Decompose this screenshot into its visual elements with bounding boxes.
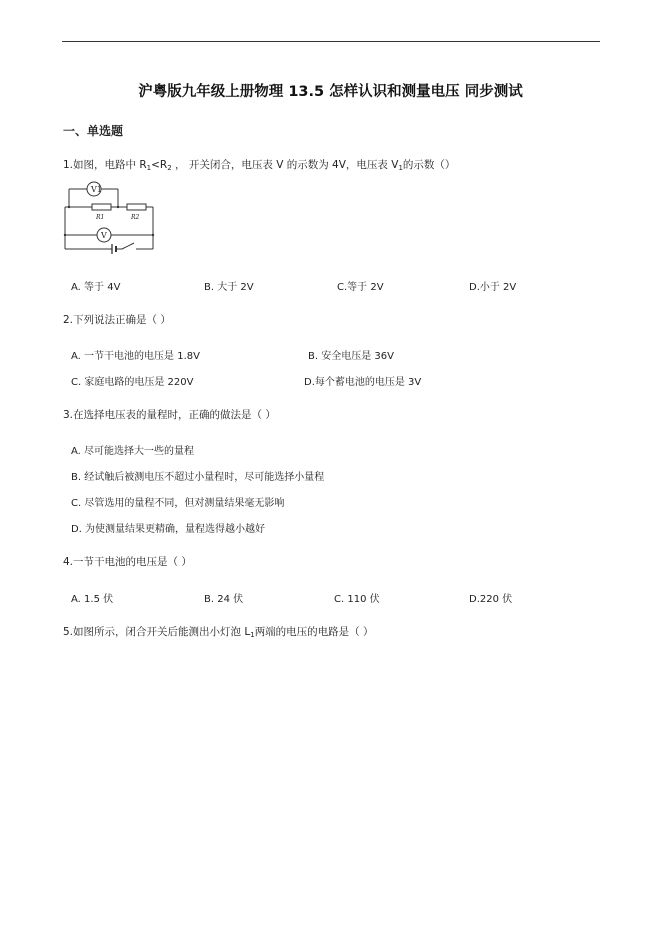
junction-node: [152, 234, 154, 236]
question-3: 3.在选择电压表的量程时，正确的做法是（ ）: [63, 409, 276, 421]
document-title: 沪粤版九年级上册物理 13.5 怎样认识和测量电压 同步测试: [138, 84, 523, 100]
q2-option-a[interactable]: A. 一节干电池的电压是 1.8V: [71, 351, 200, 362]
q3-option-d[interactable]: D. 为使测量结果更精确，量程选得越小越好: [71, 524, 266, 535]
junction-node: [68, 206, 70, 208]
q1-option-c[interactable]: C.等于 2V: [337, 282, 384, 293]
section-heading: 一、单选题: [63, 124, 124, 138]
q2-option-b[interactable]: B. 安全电压是 36V: [308, 351, 394, 362]
junction-node: [117, 206, 119, 208]
q3-option-b[interactable]: B. 经试触后被测电压不超过小量程时，尽可能选择小量程: [71, 472, 325, 483]
q1-option-d[interactable]: D.小于 2V: [469, 282, 517, 293]
q2-option-c[interactable]: C. 家庭电路的电压是 220V: [71, 377, 194, 388]
resistor-r1-label: R1: [96, 214, 105, 221]
q4-option-b[interactable]: B. 24 伏: [204, 594, 244, 605]
question-1: 1.如图，电路中 $R_1<R_2$ ， 开关闭合，电压表 V 的示数为 4V，电压表 $V_1$的示数（）: [63, 159, 456, 172]
q4-option-d[interactable]: D.220 伏: [469, 594, 513, 605]
resistor-r2-label: R2: [131, 214, 140, 221]
q3-option-c[interactable]: C. 尽管选用的量程不同，但对测量结果毫无影响: [71, 498, 285, 509]
header-rule: [62, 41, 600, 42]
q1-option-a[interactable]: A. 等于 4V: [71, 282, 121, 293]
voltmeter-v1-label: V1: [91, 185, 102, 194]
question-2: 2.下列说法正确是（ ）: [63, 314, 171, 326]
circuit-diagram: [62, 180, 157, 255]
junction-node: [64, 234, 66, 236]
voltmeter-v-label: V: [101, 231, 107, 240]
question-4: 4.一节干电池的电压是（ ）: [63, 556, 192, 568]
q3-option-a[interactable]: A. 尽可能选择大一些的量程: [71, 446, 195, 457]
q4-option-c[interactable]: C. 110 伏: [334, 594, 380, 605]
q1-option-b[interactable]: B. 大于 2V: [204, 282, 254, 293]
q4-option-a[interactable]: A. 1.5 伏: [71, 594, 114, 605]
q2-option-d[interactable]: D.每个蓄电池的电压是 3V: [304, 377, 422, 388]
question-5: 5.如图所示，闭合开关后能测出小灯泡 $L_1$两端的电压的电路是（ ）: [63, 626, 374, 639]
